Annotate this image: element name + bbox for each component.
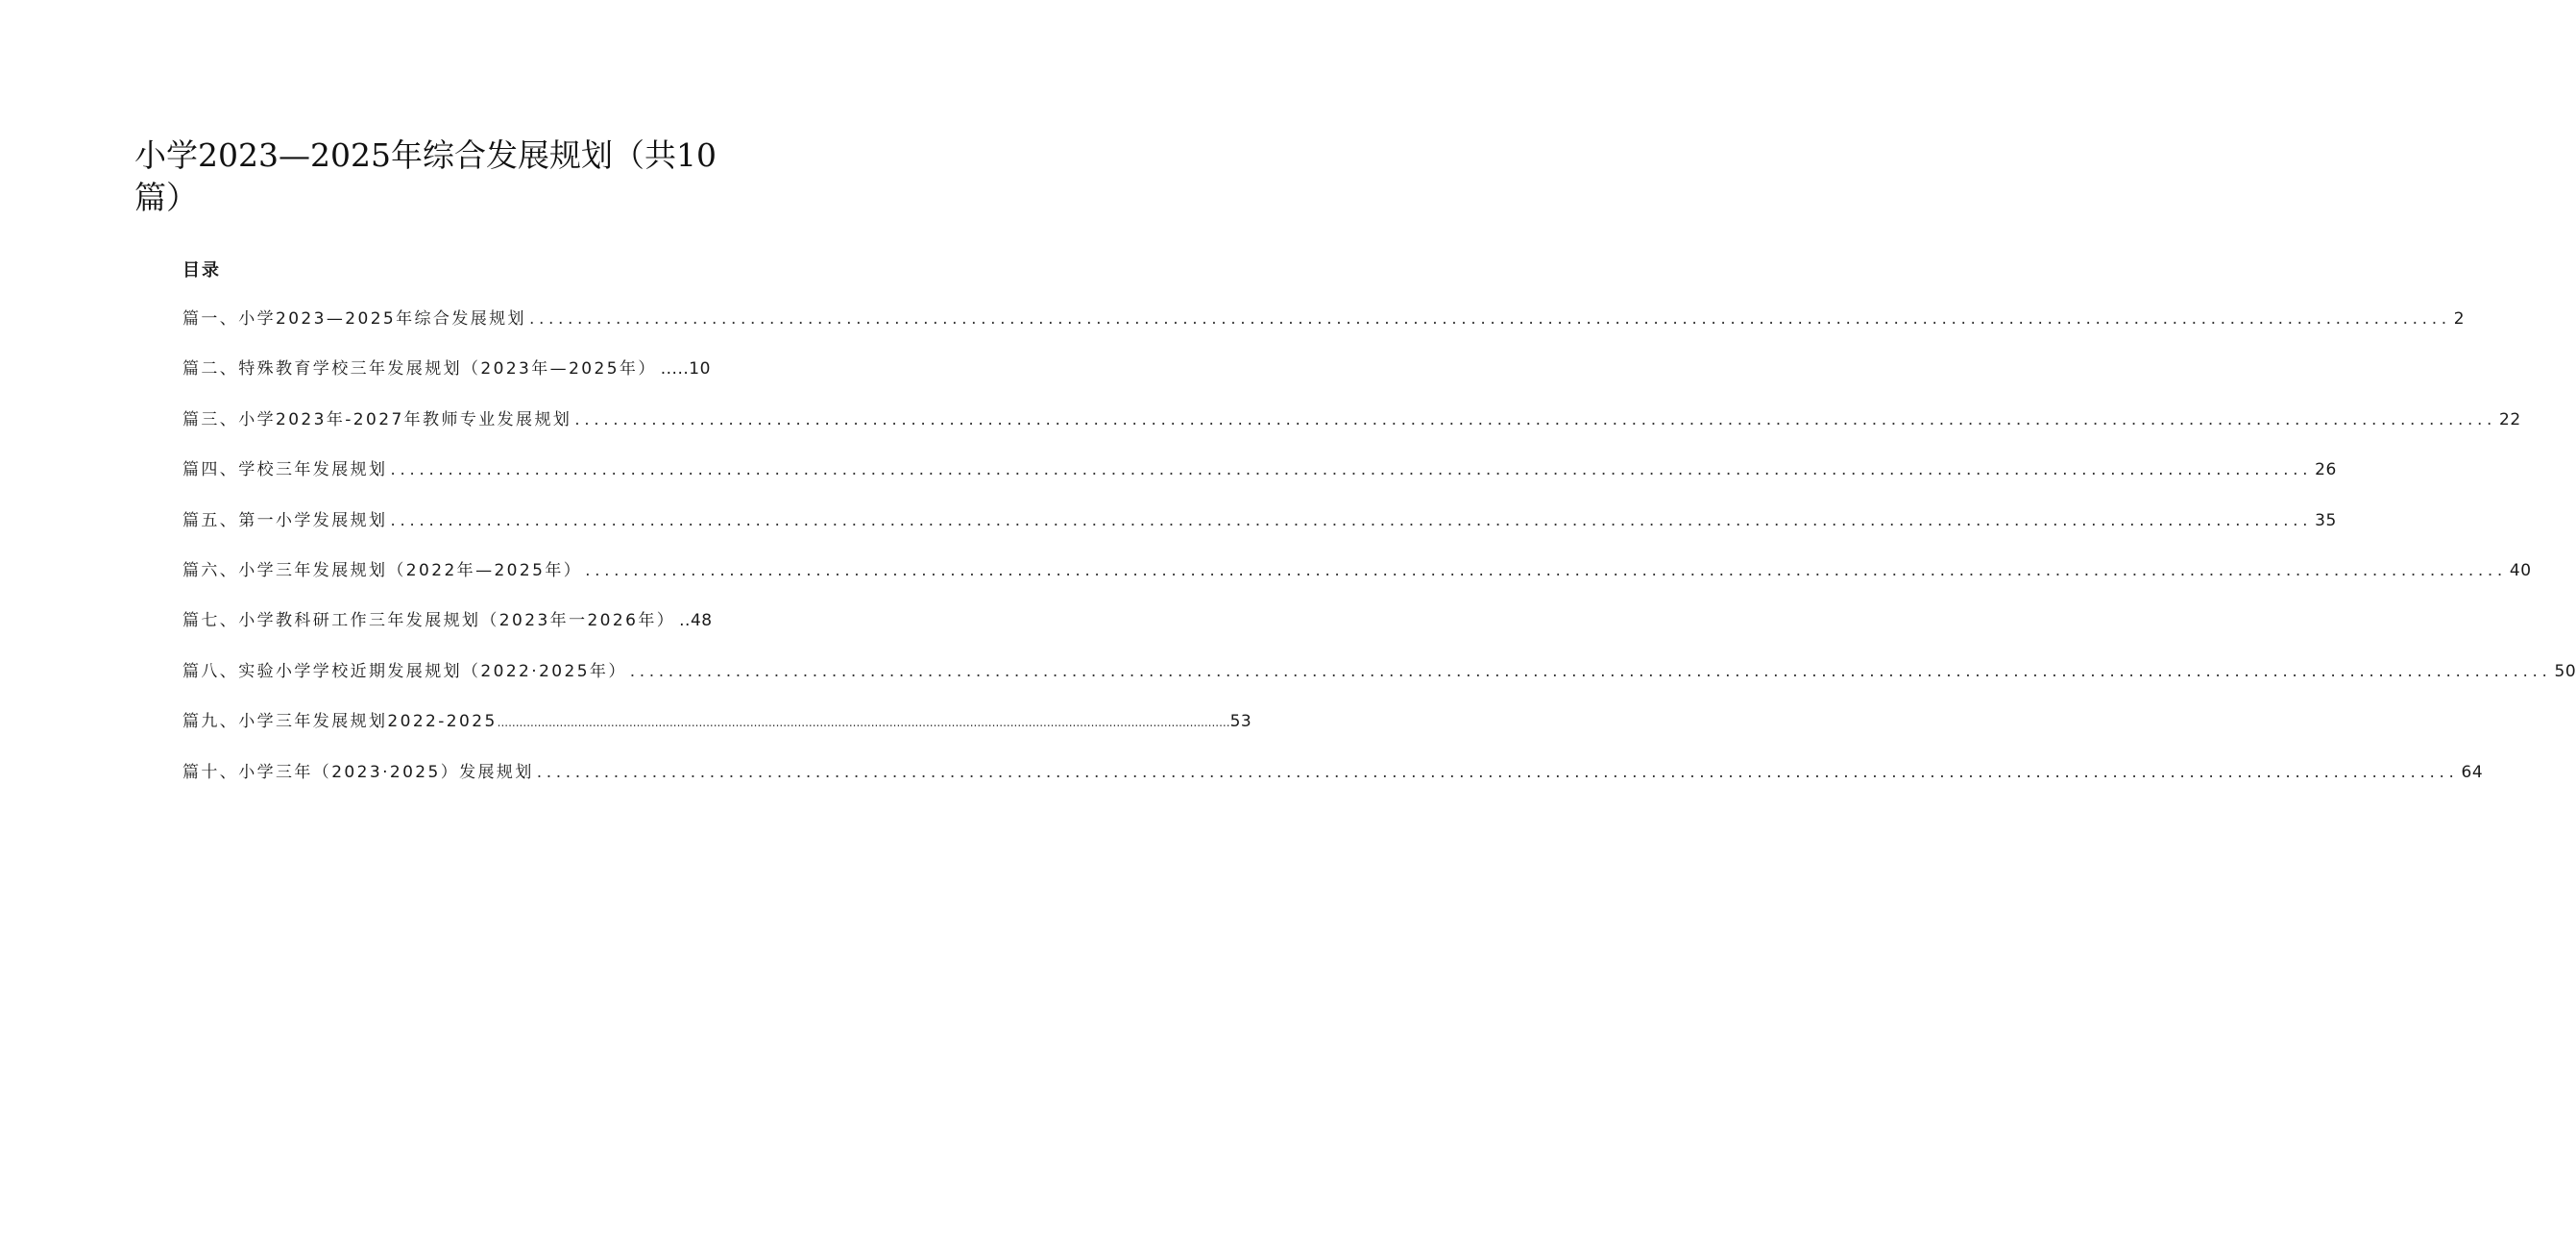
toc-entry[interactable] [182,710,1252,760]
toc-entry[interactable] [182,761,2484,811]
toc-entry[interactable] [182,458,2337,508]
toc-page-number: 53 [1229,712,1252,732]
toc-dot-leader: ........................................................................................................................................................................................................ [390,510,2313,530]
toc-dot-leader: ........................................................................................................................................................................................................ [497,716,1230,730]
toc-entry-label: 篇四、学校三年发展规划 [182,460,388,480]
toc-dot-leader: ........................................................................................................................................................................................................ [528,309,2451,329]
table-of-contents [182,307,2576,811]
toc-dot-leader: ........................................................................................................................................................................................................ [390,460,2313,480]
toc-entry-label: 篇九、小学三年发展规划2022-2025 [182,712,498,732]
toc-heading: 目录 [182,260,221,281]
toc-dot-leader: ........................................................................................................................................................................................................ [574,409,2497,429]
toc-page-number: 2 [2453,309,2466,329]
toc-entry-label: 篇二、特殊教育学校三年发展规划（2023年—2025年） [182,359,657,380]
toc-entry[interactable] [182,609,752,659]
toc-entry[interactable] [182,660,2576,710]
toc-entry[interactable] [182,408,2521,458]
toc-dot-leader: ........................................................................................................................................................................................................ [629,661,2552,681]
toc-entry-label: 篇六、小学三年发展规划（2022年—2025年） [182,560,583,580]
toc-entry-label: 篇八、实验小学学校近期发展规划（2022·2025年） [182,661,627,681]
toc-page-number: 40 [2509,560,2532,580]
toc-page-number: 64 [2461,762,2484,782]
toc-entry-label: 篇五、第一小学发展规划 [182,510,388,530]
toc-page-number: ..48 [679,611,713,631]
toc-entry[interactable] [182,357,752,407]
toc-page-number: 50 [2554,661,2576,681]
toc-entry[interactable] [182,509,2337,559]
toc-entry-label: 篇十、小学三年（2023·2025）发展规划 [182,762,534,782]
toc-entry-label: 篇三、小学2023年-2027年教师专业发展规划 [182,409,572,429]
toc-page-number: 22 [2499,409,2521,429]
toc-entry[interactable] [182,307,2466,357]
toc-dot-leader: ........................................................................................................................................................................................................ [536,762,2459,782]
toc-entry-label: 篇一、小学2023—2025年综合发展规划 [182,309,526,329]
toc-entry-label: 篇七、小学教科研工作三年发展规划（2023年一2026年） [182,611,676,631]
toc-page-number: 26 [2315,460,2337,480]
toc-page-number: 35 [2315,510,2337,530]
toc-entry[interactable] [182,559,2532,609]
toc-dot-leader: ........................................................................................................................................................................................................ [585,560,2507,580]
document-title: 小学2023—2025年综合发展规划（共10篇） [134,136,717,216]
toc-page-number: .....10 [660,359,711,380]
